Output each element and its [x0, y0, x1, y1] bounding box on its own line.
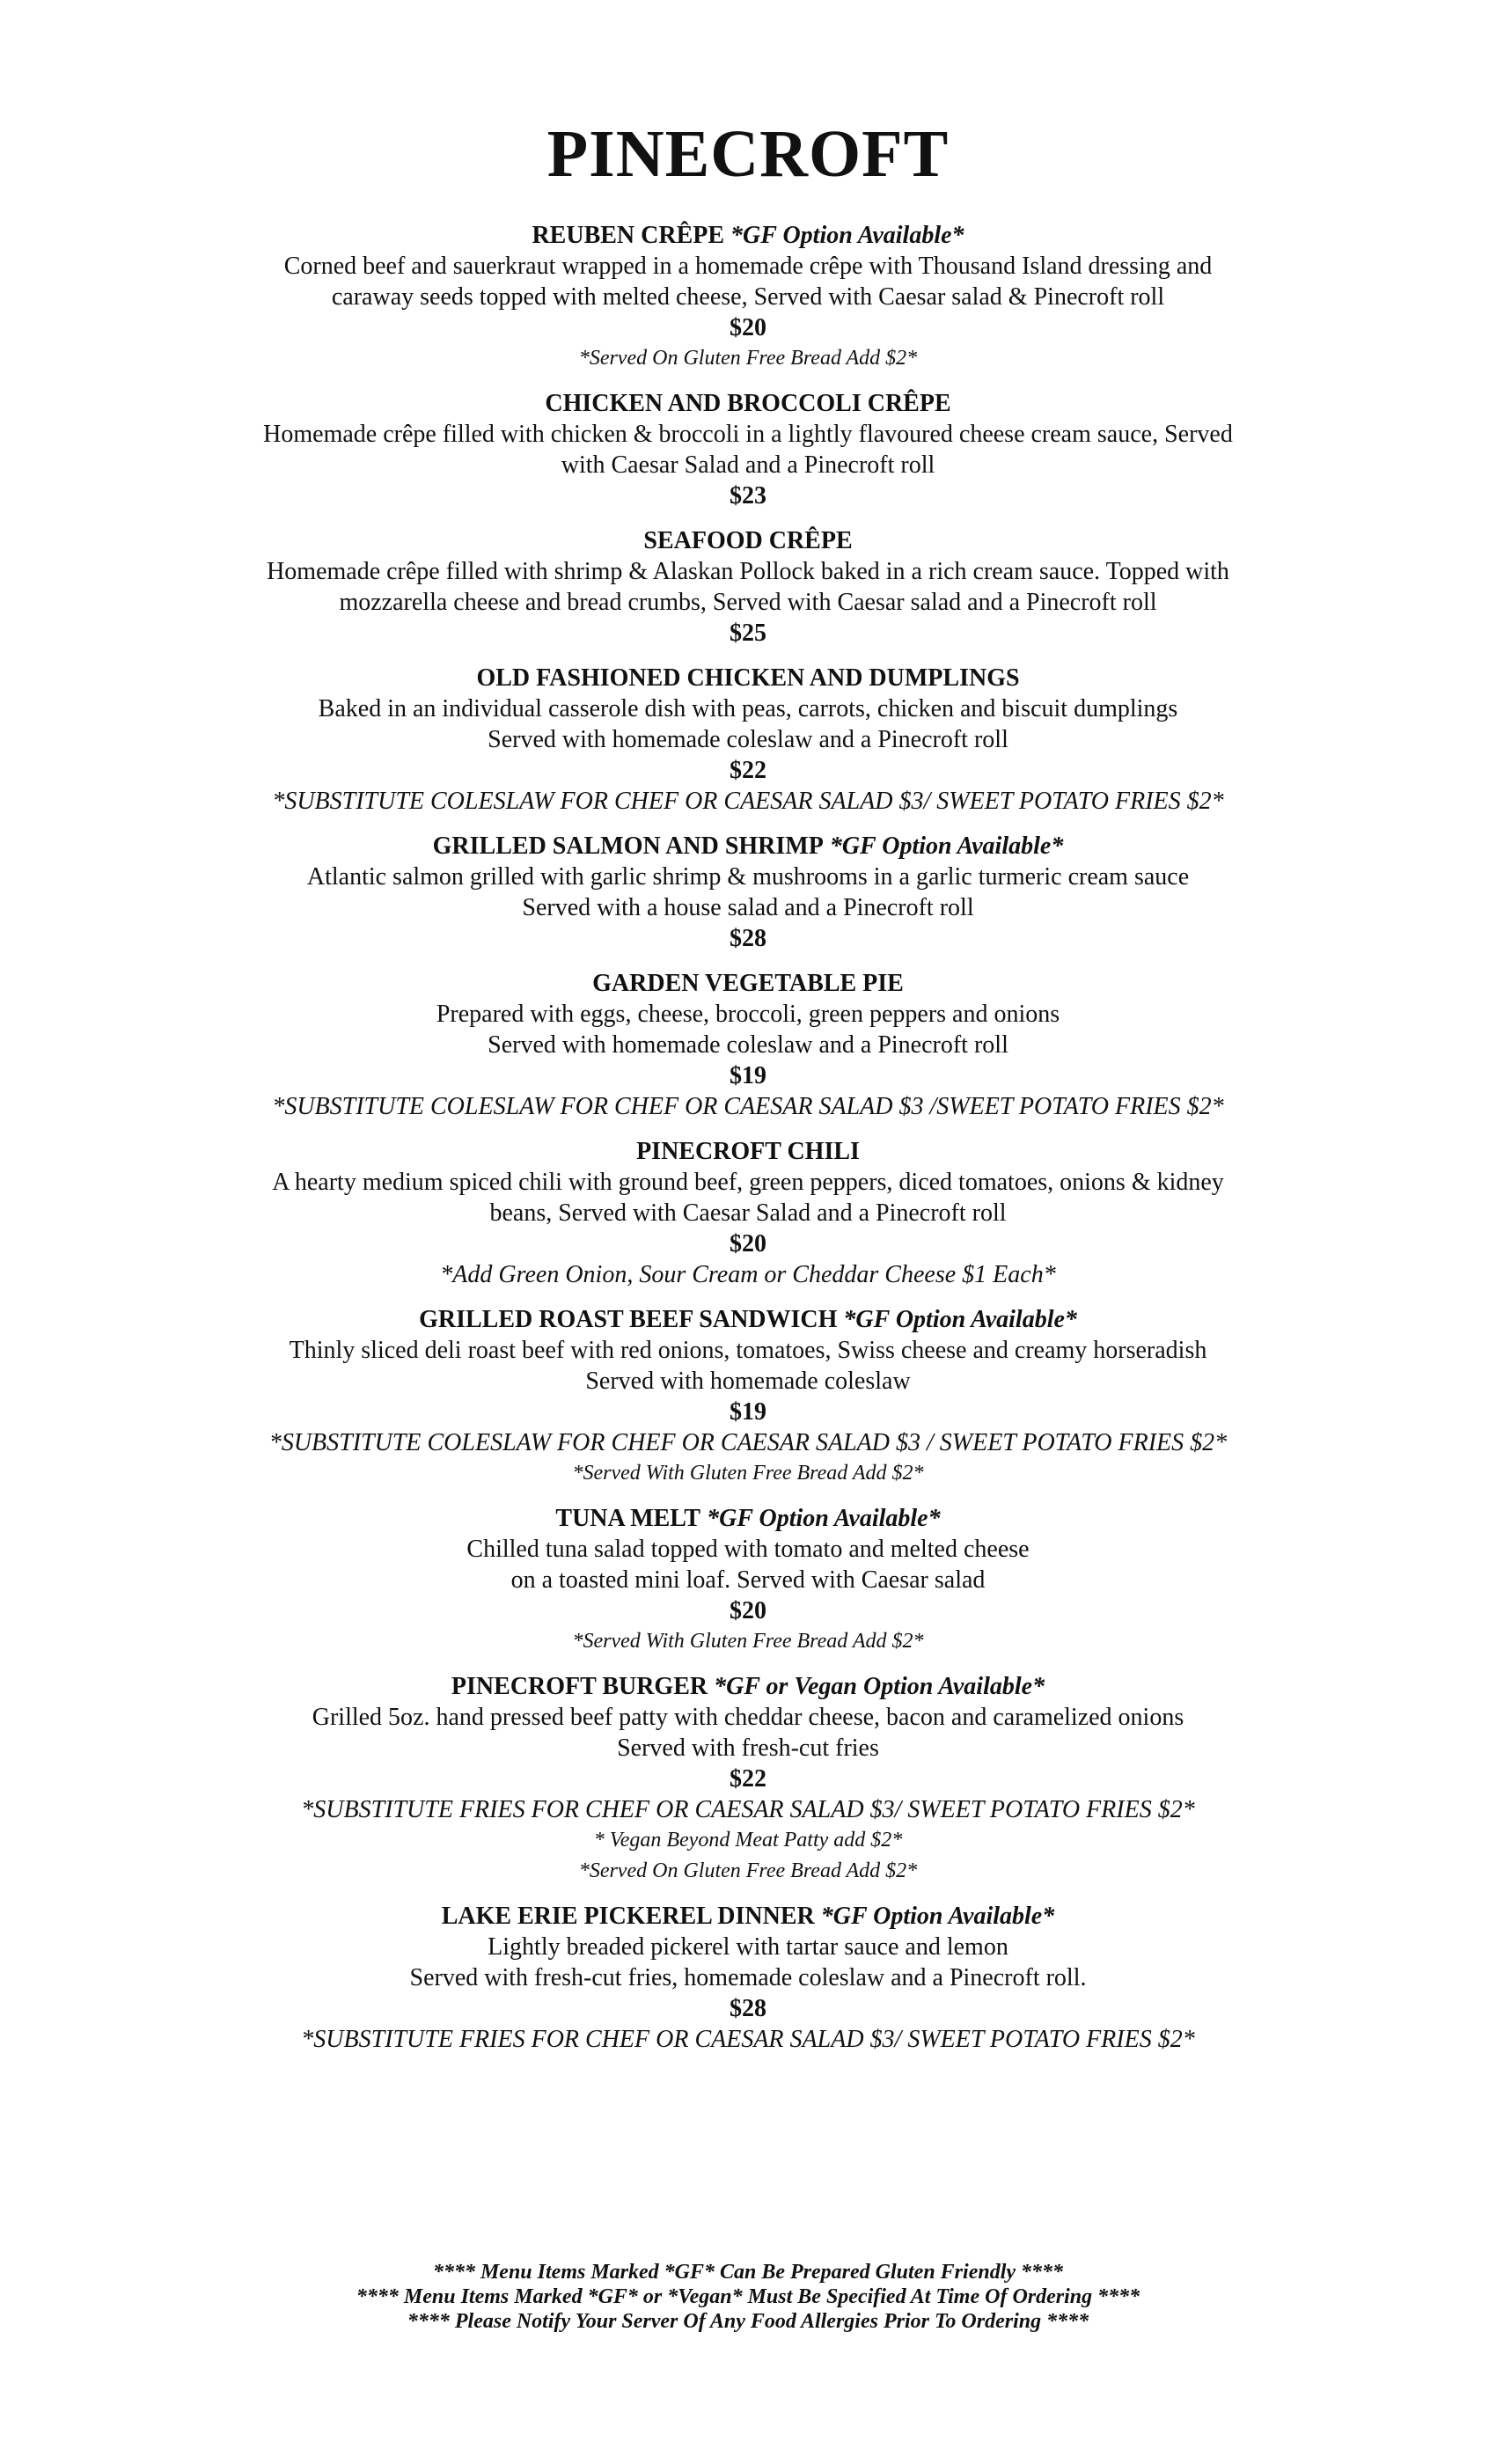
item-price: $28: [730, 925, 766, 952]
item-price: $22: [730, 757, 766, 784]
item-description: Atlantic salmon grilled with garlic shrimp & mushrooms in a garlic turmeric cream sauce: [306, 863, 1190, 891]
item-description: Served with a house salad and a Pinecroft roll: [522, 894, 974, 921]
item-addon-note: *Served On Gluten Free Bread Add $2*: [578, 347, 918, 370]
item-heading: [176, 525, 1320, 556]
item-name: GRILLED ROAST BEEF SANDWICH: [419, 1306, 838, 1333]
item-description: beans, Served with Caesar Salad and a Pinecroft roll: [489, 1199, 1007, 1227]
item-description: Served with fresh-cut fries, homemade coleslaw and a Pinecroft roll.: [409, 1964, 1087, 1991]
item-description: Prepared with eggs, cheese, broccoli, green peppers and onions: [436, 1001, 1060, 1028]
item-option: *GF Option Available*: [820, 1903, 1055, 1930]
item-option: *GF Option Available*: [707, 1505, 941, 1532]
footer-line: **** Menu Items Marked *GF* or *Vegan* Must Be Specified At Time Of Ordering ****: [356, 2285, 1140, 2308]
item-addon-note: *Served With Gluten Free Bread Add $2*: [572, 1630, 924, 1653]
menu-item: [176, 1304, 1320, 1489]
item-heading: [176, 968, 1320, 999]
item-name: OLD FASHIONED CHICKEN AND DUMPLINGS: [476, 664, 1020, 692]
item-description: Served with homemade coleslaw: [585, 1368, 911, 1395]
item-name: LAKE ERIE PICKEREL DINNER: [441, 1903, 815, 1930]
item-description: Lightly breaded pickerel with tartar sauce and lemon: [488, 1933, 1008, 1961]
item-substitution-note: *SUBSTITUTE COLESLAW FOR CHEF OR CAESAR SALAD $3 /SWEET POTATO FRIES $2*: [272, 1093, 1224, 1120]
item-description: Served with homemade coleslaw and a Pinecroft roll: [488, 1031, 1008, 1059]
item-substitution-note: *SUBSTITUTE FRIES FOR CHEF OR CAESAR SALAD $3/ SWEET POTATO FRIES $2*: [301, 2026, 1195, 2053]
item-name: REUBEN CRÊPE: [532, 222, 725, 249]
item-option: *GF Option Available*: [843, 1306, 1077, 1333]
item-description: on a toasted mini loaf. Served with Caesar salad: [510, 1566, 986, 1594]
item-option: *GF Option Available*: [829, 832, 1064, 860]
menu-item: [176, 220, 1320, 374]
item-price: $22: [730, 1765, 766, 1793]
menu-item: [176, 1901, 1320, 2055]
item-description: Served with fresh-cut fries: [617, 1734, 879, 1762]
item-description: Thinly sliced deli roast beef with red onions, tomatoes, Swiss cheese and creamy horseradish: [289, 1337, 1207, 1364]
item-addon-note: *Served On Gluten Free Bread Add $2*: [578, 1859, 918, 1882]
item-price: $25: [730, 620, 766, 647]
menu-item: [176, 1136, 1320, 1290]
item-description: Served with homemade coleslaw and a Pinecroft roll: [488, 726, 1008, 753]
item-heading: [176, 1671, 1320, 1702]
item-heading: [176, 1304, 1320, 1335]
item-price: $19: [730, 1398, 766, 1426]
item-option: *GF Option Available*: [730, 222, 964, 249]
item-description: caraway seeds topped with melted cheese, Served with Caesar salad & Pinecroft roll: [331, 283, 1165, 311]
menu-item: [176, 525, 1320, 649]
item-price: $20: [730, 1230, 766, 1258]
item-heading: [176, 1901, 1320, 1932]
item-description: Chilled tuna salad topped with tomato and melted cheese: [466, 1536, 1030, 1563]
item-heading: [176, 1136, 1320, 1167]
item-price: $23: [730, 482, 766, 510]
item-option: *GF or Vegan Option Available*: [714, 1673, 1045, 1700]
item-substitution-note: *SUBSTITUTE FRIES FOR CHEF OR CAESAR SALAD $3/ SWEET POTATO FRIES $2*: [301, 1796, 1195, 1823]
item-heading: [176, 220, 1320, 251]
page-title: PINECROFT: [546, 117, 950, 191]
item-name: PINECROFT BURGER: [451, 1673, 708, 1700]
item-substitution-note: *Add Green Onion, Sour Cream or Cheddar Cheese $1 Each*: [440, 1261, 1056, 1288]
menu-list: [176, 220, 1320, 2069]
item-description: Baked in an individual casserole dish with peas, carrots, chicken and biscuit dumplings: [318, 695, 1178, 722]
item-substitution-note: *SUBSTITUTE COLESLAW FOR CHEF OR CAESAR SALAD $3/ SWEET POTATO FRIES $2*: [272, 788, 1224, 815]
item-price: $20: [730, 314, 766, 341]
item-name: GARDEN VEGETABLE PIE: [592, 970, 904, 997]
item-description: with Caesar Salad and a Pinecroft roll: [561, 451, 935, 479]
item-description: Homemade crêpe filled with shrimp & Alaskan Pollock baked in a rich cream sauce. Topped with: [267, 558, 1229, 585]
item-description: Grilled 5oz. hand pressed beef patty with cheddar cheese, bacon and caramelized onions: [312, 1704, 1184, 1731]
menu-item: [176, 388, 1320, 511]
item-name: TUNA MELT: [555, 1505, 701, 1532]
item-name: CHICKEN AND BROCCOLI CRÊPE: [545, 390, 951, 417]
footer-notes: [176, 2260, 1320, 2334]
item-heading: [176, 831, 1320, 862]
item-description: Corned beef and sauerkraut wrapped in a homemade crêpe with Thousand Island dressing and: [283, 253, 1213, 280]
menu-item: [176, 1671, 1320, 1887]
menu-item: [176, 663, 1320, 817]
item-heading: [176, 1503, 1320, 1534]
item-name: GRILLED SALMON AND SHRIMP: [432, 832, 824, 860]
item-price: $28: [730, 1995, 766, 2022]
item-name: SEAFOOD CRÊPE: [643, 527, 853, 554]
footer-line: **** Please Notify Your Server Of Any Food Allergies Prior To Ordering ****: [407, 2310, 1089, 2333]
item-addon-note: *Served With Gluten Free Bread Add $2*: [572, 1462, 924, 1485]
menu-item: [176, 1503, 1320, 1657]
footer-line: **** Menu Items Marked *GF* Can Be Prepared Gluten Friendly ****: [432, 2261, 1064, 2284]
item-description: mozzarella cheese and bread crumbs, Served with Caesar salad and a Pinecroft roll: [339, 589, 1157, 616]
item-substitution-note: *SUBSTITUTE COLESLAW FOR CHEF OR CAESAR SALAD $3 / SWEET POTATO FRIES $2*: [268, 1429, 1228, 1456]
menu-item: [176, 831, 1320, 954]
menu-item: [176, 968, 1320, 1122]
item-heading: [176, 388, 1320, 419]
item-price: $20: [730, 1597, 766, 1624]
item-description: A hearty medium spiced chili with ground beef, green peppers, diced tomatoes, onions & kidney: [272, 1169, 1224, 1196]
item-price: $19: [730, 1062, 766, 1089]
item-description: Homemade crêpe filled with chicken & broccoli in a lightly flavoured cheese cream sauce, Served: [263, 421, 1233, 448]
item-name: PINECROFT CHILI: [636, 1138, 860, 1165]
item-addon-note: * Vegan Beyond Meat Patty add $2*: [593, 1829, 903, 1852]
item-heading: [176, 663, 1320, 693]
